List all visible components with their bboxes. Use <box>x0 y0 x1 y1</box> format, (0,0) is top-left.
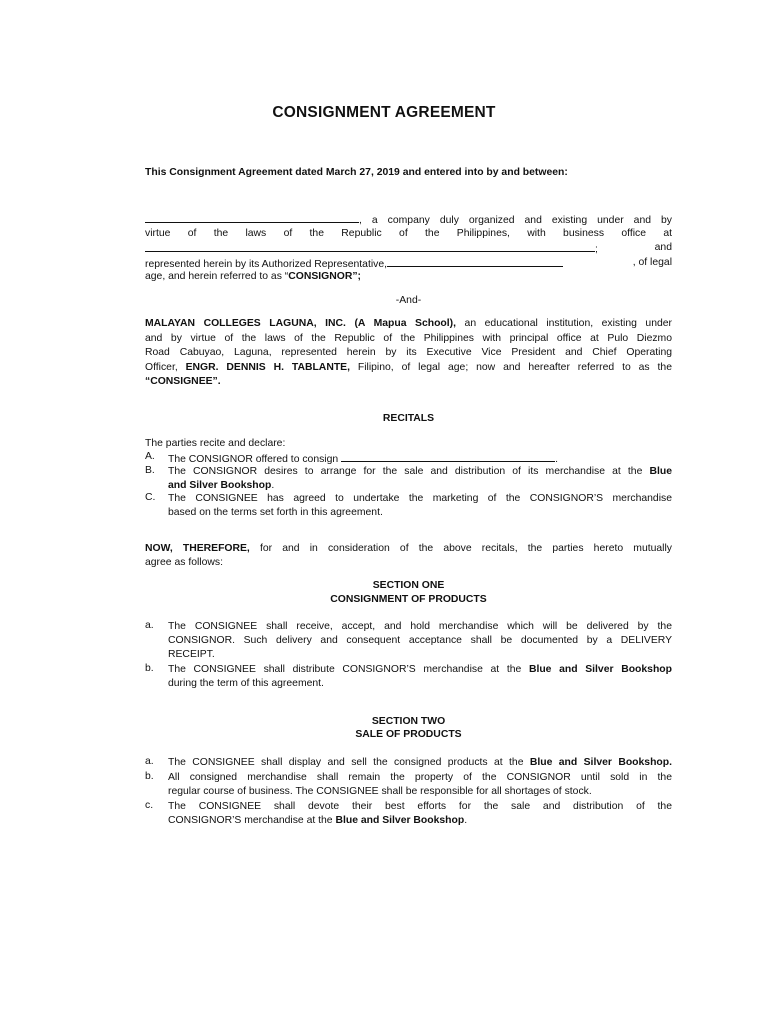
section-one-a-line-3: RECEIPT. <box>168 649 215 660</box>
recital-c-line-1: The CONSIGNEE has agreed to undertake the marketing of the CONSIGNOR’S merchandise <box>168 493 672 504</box>
recital-a-label: A. <box>145 451 155 462</box>
document-title: CONSIGNMENT AGREEMENT <box>272 104 496 121</box>
section-two-b-label: b. <box>145 771 154 782</box>
section-two-b-line-2: regular course of business. The CONSIGNEE shall be responsible for all shortages of stock. <box>168 786 592 797</box>
consignor-line-4-text: represented herein by its Authorized Representative, <box>145 259 388 270</box>
recital-b-end: . <box>271 480 275 491</box>
section-two-a-line <box>168 756 672 770</box>
section-two-c-line-1: The CONSIGNEE shall devote their best efforts for the sale and distribution of the <box>168 801 672 812</box>
now-therefore-line-1 <box>145 542 672 556</box>
recital-b-label: B. <box>145 465 155 476</box>
recital-c-label: C. <box>145 492 156 503</box>
consignee-label: “CONSIGNEE”. <box>145 376 221 387</box>
recital-c-line-2: based on the terms set forth in this agreement. <box>168 507 383 518</box>
consignee-line-2: and by virtue of the laws of the Republic of the Philippines with principal office at Pulo Diezmo <box>145 333 672 344</box>
consignor-line-3-semicolon: ; <box>595 244 598 255</box>
consignee-line-1 <box>145 317 672 331</box>
consignee-line-4-b: Filipino, of legal age; now and hereafter referred to as the <box>349 362 672 373</box>
and-separator: -And- <box>395 295 422 306</box>
consignee-officer-name: ENGR. DENNIS H. TABLANTE, <box>185 362 350 373</box>
now-therefore-text: for and in consideration of the above recitals, the parties hereto mutually <box>249 543 672 554</box>
recital-a-end: . <box>555 454 558 465</box>
consignor-line-2: virtue of the laws of the Republic of the Philippines, with business office at <box>145 228 672 239</box>
section-one-b-label: b. <box>145 663 154 674</box>
section-two-c-bookshop: Blue and Silver Bookshop <box>335 815 465 826</box>
section-one-b-line-1 <box>168 663 672 677</box>
section-two-subheading: SALE OF PRODUCTS <box>355 729 462 740</box>
section-two-c-end: . <box>464 815 468 826</box>
section-two-a-text: The CONSIGNEE shall display and sell the consigned products at the <box>168 757 530 768</box>
intro-line: This Consignment Agreement dated March 27, 2019 and entered into by and between: <box>145 167 568 178</box>
section-two-b-line-1: All consigned merchandise shall remain the property of the CONSIGNOR until sold in the <box>168 772 672 783</box>
recitals-lead: The parties recite and declare: <box>145 438 286 449</box>
recital-b-bold-1: Blue <box>649 466 672 477</box>
consignor-line-1 <box>145 212 672 228</box>
recital-b-line-2 <box>168 479 672 493</box>
business-office-blank[interactable] <box>145 241 595 252</box>
consignor-line-1-text: , a company duly organized and existing under and by <box>359 215 672 226</box>
now-therefore-line-2: agree as follows: <box>145 557 223 568</box>
recital-a-text: The CONSIGNOR offered to consign <box>168 454 339 465</box>
section-one-a-label: a. <box>145 620 154 631</box>
recital-b-line-1 <box>168 465 672 479</box>
consignor-label: CONSIGNOR”; <box>288 271 361 282</box>
now-therefore-bold: NOW, THEREFORE, <box>145 543 250 554</box>
section-one-a-line-2: CONSIGNOR. Such delivery and consequent acceptance shall be documented by a DELIVERY <box>168 635 672 646</box>
consignee-line-1-text: an educational institution, existing under <box>456 318 672 329</box>
section-one-a-line-1: The CONSIGNEE shall receive, accept, and hold merchandise which will be delivered by the <box>168 621 672 632</box>
section-one-b-line-2: during the term of this agreement. <box>168 678 324 689</box>
consignee-company-name: MALAYAN COLLEGES LAGUNA, INC. (A Mapua School), <box>145 318 456 329</box>
consignor-line-5 <box>145 270 672 284</box>
consignor-line-5-text: age, and herein referred to as “ <box>145 271 289 282</box>
section-two-c-label: c. <box>145 800 154 811</box>
consignor-line-3 <box>145 241 672 257</box>
section-two-heading: SECTION TWO <box>371 716 446 727</box>
section-two-a-bookshop: Blue and Silver Bookshop. <box>529 757 672 768</box>
consignor-line-3-and: and <box>654 242 672 253</box>
section-one-b-bookshop: Blue and Silver Bookshop <box>528 664 672 675</box>
section-one-b-text: The CONSIGNEE shall distribute CONSIGNOR’S merchandise at the <box>168 664 529 675</box>
consignor-line-4-tail: , of legal <box>632 257 672 268</box>
section-two-c-line-2 <box>168 814 672 828</box>
recitals-heading: RECITALS <box>382 413 435 424</box>
section-one-heading: SECTION ONE <box>372 580 445 591</box>
consignor-name-blank[interactable] <box>145 212 359 223</box>
authorized-representative-blank[interactable] <box>387 256 563 267</box>
section-two-c-text: CONSIGNOR’S merchandise at the <box>168 815 336 826</box>
recital-b-bookshop: and Silver Bookshop <box>168 480 272 491</box>
consignee-line-4-a: Officer, <box>145 362 186 373</box>
consigned-goods-blank[interactable] <box>341 451 555 462</box>
consignee-line-4 <box>145 361 672 375</box>
consignee-line-3: Road Cabuyao, Laguna, represented herein by its Executive Vice President and Chief Operating <box>145 347 672 358</box>
section-one-subheading: CONSIGNMENT OF PRODUCTS <box>330 594 487 605</box>
section-two-a-label: a. <box>145 756 154 767</box>
recital-b-text: The CONSIGNOR desires to arrange for the sale and distribution of its merchandise at the <box>168 466 650 477</box>
